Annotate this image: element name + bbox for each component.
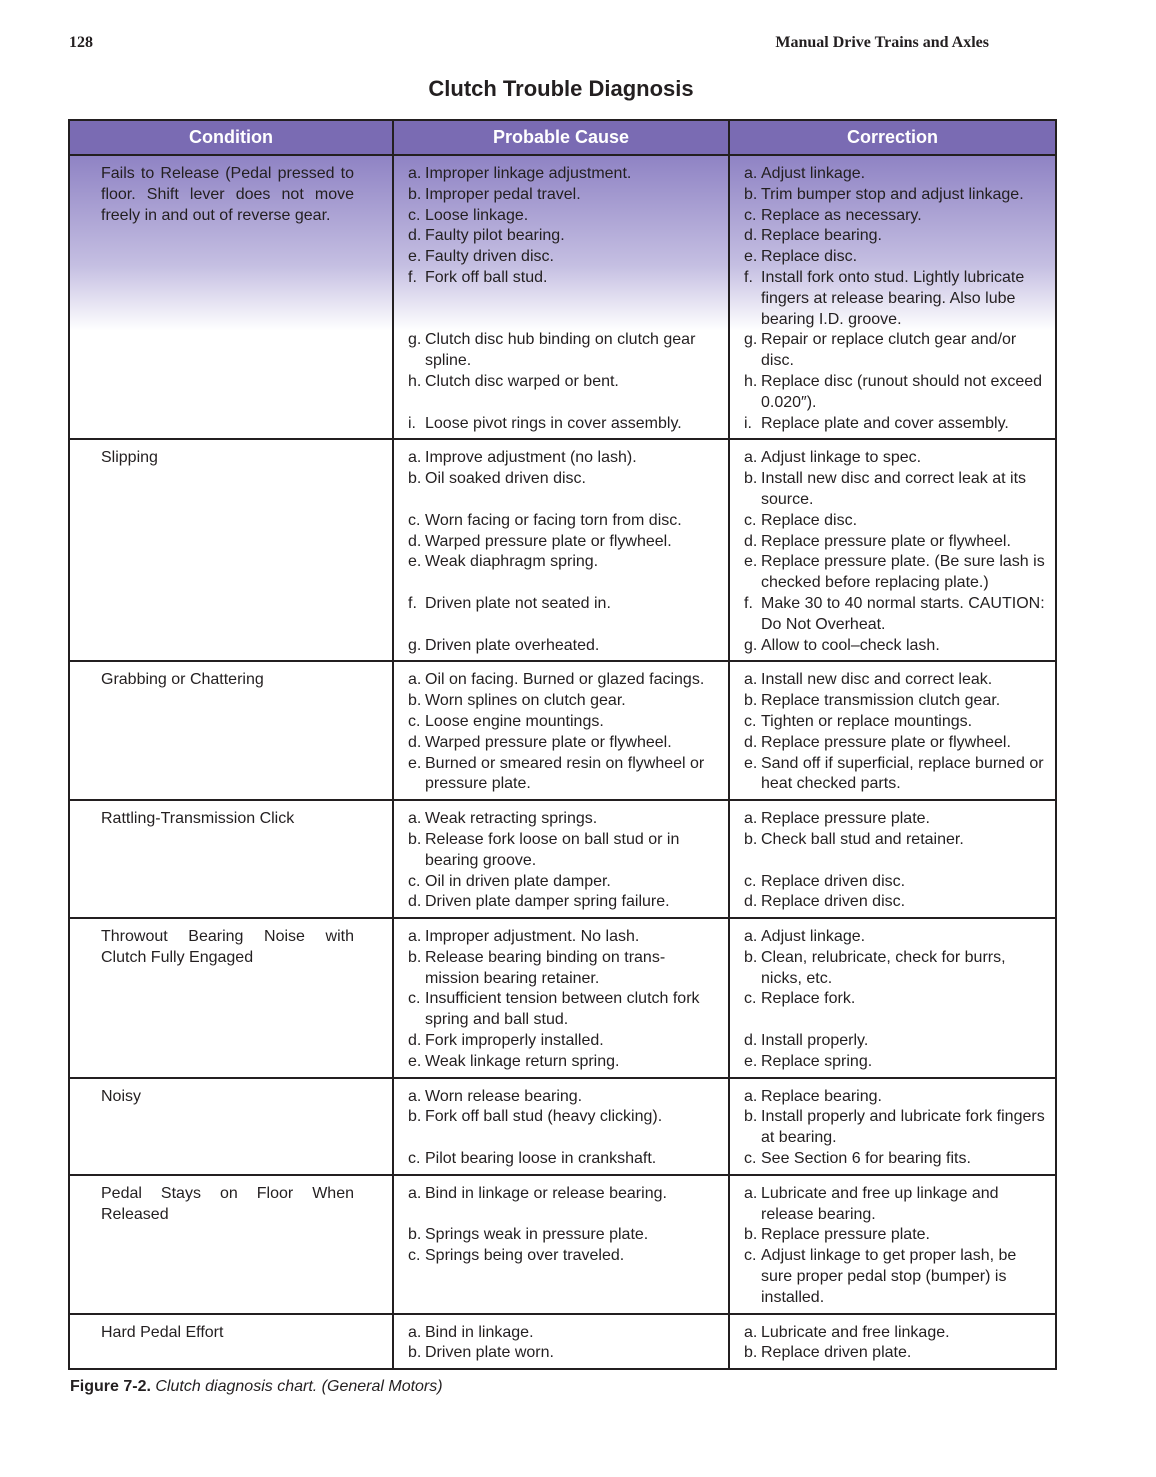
- correction-letter: f.: [744, 268, 753, 286]
- correction-letter: f.: [744, 594, 753, 612]
- cause-item: [408, 247, 720, 268]
- correction-cell: [729, 1175, 1056, 1314]
- correction-letter: a.: [744, 928, 758, 946]
- correction-letter: b.: [744, 470, 758, 488]
- cause-item: [408, 1087, 720, 1108]
- cause-letter: a.: [408, 810, 422, 828]
- correction-letter: d.: [744, 893, 758, 911]
- correction-text: Repair or replace clutch gear and/or disc.: [761, 331, 1017, 370]
- cause-item: [408, 469, 720, 490]
- cause-item: [408, 330, 720, 372]
- correction-list: [744, 809, 1047, 913]
- cause-letter: a.: [408, 1184, 422, 1202]
- correction-letter: a.: [744, 1184, 758, 1202]
- cause-text: Weak linkage return spring.: [425, 1052, 620, 1070]
- diagnosis-table: [68, 119, 1057, 1370]
- correction-list: [744, 448, 1047, 656]
- probable-cause-cell: [393, 1078, 729, 1175]
- cause-item: [408, 268, 720, 289]
- correction-item: [744, 164, 1047, 185]
- correction-item: [744, 594, 1047, 636]
- cause-item: [408, 1323, 720, 1344]
- correction-item: [744, 469, 1047, 511]
- correction-item: [744, 927, 1047, 948]
- correction-cell: [729, 1078, 1056, 1175]
- cause-text: Bind in linkage or release bearing.: [425, 1184, 667, 1202]
- cause-item: [408, 164, 720, 185]
- correction-item: [744, 226, 1047, 247]
- correction-text: Adjust linkage.: [761, 928, 866, 946]
- correction-cell: [729, 155, 1056, 439]
- cause-list: [408, 1323, 720, 1365]
- condition-cell: Throwout Bearing Noise with Clutch Fully Engaged: [69, 918, 393, 1078]
- correction-letter: c.: [744, 511, 757, 529]
- correction-text: Replace pressure plate.: [761, 1226, 930, 1244]
- cause-letter: c.: [408, 1247, 421, 1265]
- cause-item: [408, 1343, 720, 1364]
- cause-text: Clutch disc hub binding on clutch gear spline.: [425, 331, 696, 370]
- correction-item: [744, 1149, 1047, 1170]
- correction-item: [744, 206, 1047, 227]
- correction-text: See Section 6 for bearing fits.: [761, 1150, 971, 1168]
- cause-text: Fork improperly installed.: [425, 1032, 604, 1050]
- correction-text: Lubricate and free linkage.: [761, 1323, 950, 1341]
- correction-letter: b.: [744, 692, 758, 710]
- correction-item: [744, 247, 1047, 268]
- correction-letter: c.: [744, 990, 757, 1008]
- correction-item: [744, 948, 1047, 990]
- cause-item: [408, 989, 720, 1031]
- cause-item: [408, 206, 720, 227]
- figure-caption-text: Clutch diagnosis chart. (General Motors): [155, 1378, 443, 1395]
- cause-item: [408, 414, 720, 435]
- correction-letter: h.: [744, 372, 758, 390]
- cause-letter: b.: [408, 1226, 422, 1244]
- cause-item: [408, 185, 720, 206]
- correction-item: [744, 268, 1047, 330]
- table-row: [69, 918, 1056, 1078]
- correction-letter: a.: [744, 810, 758, 828]
- correction-letter: b.: [744, 1344, 758, 1362]
- correction-item: [744, 1184, 1047, 1226]
- cause-letter: h.: [408, 372, 422, 390]
- correction-letter: c.: [744, 1150, 757, 1168]
- cause-text: Clutch disc warped or bent.: [425, 372, 619, 390]
- page-number: 128: [69, 34, 93, 51]
- cause-text: Fork off ball stud.: [425, 268, 548, 286]
- cause-text: Faulty pilot bearing.: [425, 227, 565, 245]
- table-row: [69, 1175, 1056, 1314]
- cause-letter: e.: [408, 1052, 422, 1070]
- cause-item: [408, 927, 720, 948]
- cause-letter: f.: [408, 268, 417, 286]
- cause-letter: d.: [408, 532, 422, 550]
- table-row: [69, 661, 1056, 800]
- cause-item: [408, 754, 720, 796]
- correction-text: Adjust linkage to get proper lash, be sure proper pedal stop (bumper) is installed.: [761, 1247, 1017, 1306]
- cause-letter: f.: [408, 594, 417, 612]
- cause-list: [408, 1184, 720, 1267]
- correction-text: Tighten or replace mountings.: [761, 712, 973, 730]
- table-row: [69, 1078, 1056, 1175]
- table-row: [69, 800, 1056, 918]
- correction-list: [744, 927, 1047, 1073]
- correction-item: [744, 830, 1047, 851]
- chart-title: Clutch Trouble Diagnosis: [428, 76, 694, 101]
- correction-letter: c.: [744, 1247, 757, 1265]
- correction-cell: [729, 918, 1056, 1078]
- correction-text: Allow to cool–check lash.: [761, 636, 940, 654]
- cause-text: Driven plate worn.: [425, 1344, 554, 1362]
- probable-cause-cell: [393, 1314, 729, 1370]
- cause-text: Driven plate damper spring failure.: [425, 893, 670, 911]
- cause-letter: g.: [408, 331, 422, 349]
- table-row: [69, 1314, 1056, 1370]
- correction-text: Install new disc and correct leak.: [761, 671, 993, 689]
- cause-item: [408, 872, 720, 893]
- cause-letter: d.: [408, 1032, 422, 1050]
- cause-text: Oil soaked driven disc.: [425, 470, 586, 488]
- correction-text: Replace disc (runout should not exceed 0.020″).: [761, 372, 1043, 411]
- cause-letter: d.: [408, 227, 422, 245]
- correction-cell: [729, 661, 1056, 800]
- correction-text: Replace disc.: [761, 248, 858, 266]
- column-header-correction: Correction: [729, 120, 1056, 155]
- correction-text: Clean, relubricate, check for burrs, nicks, etc.: [761, 948, 1006, 987]
- cause-letter: i.: [408, 414, 416, 432]
- cause-item: [408, 830, 720, 872]
- correction-item: [744, 330, 1047, 372]
- probable-cause-cell: [393, 661, 729, 800]
- cause-letter: c.: [408, 206, 421, 224]
- probable-cause-cell: [393, 155, 729, 439]
- cause-item: [408, 532, 720, 553]
- cause-letter: c.: [408, 712, 421, 730]
- correction-text: Install properly.: [761, 1032, 869, 1050]
- correction-item: [744, 1343, 1047, 1364]
- correction-list: [744, 1087, 1047, 1170]
- correction-item: [744, 872, 1047, 893]
- correction-letter: b.: [744, 830, 758, 848]
- correction-letter: c.: [744, 872, 757, 890]
- correction-letter: d.: [744, 733, 758, 751]
- correction-letter: c.: [744, 206, 757, 224]
- correction-list: [744, 1184, 1047, 1309]
- cause-item: [408, 511, 720, 532]
- correction-item: [744, 448, 1047, 469]
- correction-text: Replace spring.: [761, 1052, 873, 1070]
- cause-text: Weak diaphragm spring.: [425, 553, 599, 571]
- cause-letter: c.: [408, 872, 421, 890]
- column-header-probable-cause: Probable Cause: [393, 120, 729, 155]
- correction-letter: e.: [744, 553, 758, 571]
- cause-item: [408, 1052, 720, 1073]
- correction-text: Replace driven disc.: [761, 893, 906, 911]
- column-header-condition: Condition: [69, 120, 393, 155]
- correction-list: [744, 1323, 1047, 1365]
- cause-text: Warped pressure plate or flywheel.: [425, 733, 672, 751]
- correction-item: [744, 733, 1047, 754]
- table-row: [69, 155, 1056, 439]
- correction-text: Trim bumper stop and adjust linkage.: [761, 185, 1024, 203]
- correction-item: [744, 1031, 1047, 1052]
- cause-text: Burned or smeared resin on flywheel or pressure plate.: [425, 754, 705, 793]
- correction-item: [744, 1246, 1047, 1308]
- cause-letter: a.: [408, 1087, 422, 1105]
- cause-text: Improve adjustment (no lash).: [425, 449, 637, 467]
- correction-text: Adjust linkage.: [761, 165, 866, 182]
- correction-cell: [729, 439, 1056, 661]
- cause-text: Springs weak in pressure plate.: [425, 1226, 649, 1244]
- cause-text: Weak retracting springs.: [425, 810, 598, 828]
- correction-item: [744, 670, 1047, 691]
- cause-letter: e.: [408, 754, 422, 772]
- cause-item: [408, 636, 720, 657]
- correction-text: Check ball stud and retainer.: [761, 830, 964, 848]
- cause-letter: e.: [408, 553, 422, 571]
- correction-item: [744, 511, 1047, 532]
- cause-letter: a.: [408, 928, 422, 946]
- cause-text: Insufficient tension between clutch fork spring and ball stud.: [425, 990, 700, 1029]
- cause-text: Oil on facing. Burned or glazed facings.: [425, 671, 705, 689]
- correction-text: Replace pressure plate or flywheel.: [761, 532, 1011, 550]
- cause-letter: d.: [408, 733, 422, 751]
- cause-item: [408, 448, 720, 469]
- cause-letter: g.: [408, 636, 422, 654]
- cause-text: Improper pedal travel.: [425, 185, 581, 203]
- probable-cause-cell: [393, 1175, 729, 1314]
- correction-letter: d.: [744, 227, 758, 245]
- correction-text: Install new disc and correct leak at its source.: [761, 470, 1027, 508]
- correction-list: [744, 670, 1047, 795]
- cause-text: Worn release bearing.: [425, 1087, 583, 1105]
- cause-item: [408, 1107, 720, 1128]
- correction-letter: a.: [744, 671, 758, 689]
- correction-item: [744, 636, 1047, 657]
- cause-letter: b.: [408, 692, 422, 710]
- correction-text: Replace bearing.: [761, 1087, 882, 1105]
- cause-text: Faulty driven disc.: [425, 248, 554, 266]
- correction-list: [744, 164, 1047, 434]
- cause-text: Loose pivot rings in cover assembly.: [425, 414, 682, 432]
- correction-letter: d.: [744, 532, 758, 550]
- correction-letter: g.: [744, 331, 758, 349]
- figure-caption: [70, 1378, 443, 1396]
- cause-letter: a.: [408, 1323, 422, 1341]
- table-body: [69, 155, 1056, 1369]
- cause-item: [408, 1149, 720, 1170]
- correction-letter: a.: [744, 165, 758, 182]
- correction-letter: c.: [744, 712, 757, 730]
- correction-text: Replace driven disc.: [761, 872, 906, 890]
- cause-list: [408, 927, 720, 1073]
- cause-letter: e.: [408, 248, 422, 266]
- cause-letter: c.: [408, 1150, 421, 1168]
- correction-item: [744, 1323, 1047, 1344]
- running-head: Manual Drive Trains and Axles: [775, 34, 989, 51]
- correction-letter: a.: [744, 1323, 758, 1341]
- correction-text: Replace as necessary.: [761, 206, 922, 224]
- correction-letter: b.: [744, 948, 758, 966]
- cause-text: Release bearing binding on trans- mission bearing retainer.: [425, 948, 666, 987]
- correction-item: [744, 532, 1047, 553]
- cause-item: [408, 1184, 720, 1205]
- condition-cell: Grabbing or Chattering: [69, 661, 393, 800]
- cause-item: [408, 733, 720, 754]
- correction-item: [744, 1052, 1047, 1073]
- correction-text: Replace disc.: [761, 511, 858, 529]
- condition-cell: Fails to Release (Pedal pressed to floor. Shift lever does not move freely in and out of reverse gear.: [69, 155, 393, 439]
- cause-text: Warped pressure plate or flywheel.: [425, 532, 672, 550]
- correction-letter: i.: [744, 414, 752, 432]
- correction-item: [744, 1087, 1047, 1108]
- cause-text: Oil in driven plate damper.: [425, 872, 611, 890]
- correction-item: [744, 892, 1047, 913]
- cause-text: Loose engine mountings.: [425, 712, 604, 730]
- cause-item: [408, 809, 720, 830]
- cause-text: Improper adjustment. No lash.: [425, 928, 640, 946]
- correction-text: Adjust linkage to spec.: [761, 449, 922, 467]
- cause-letter: b.: [408, 185, 422, 203]
- condition-cell: Hard Pedal Effort: [69, 1314, 393, 1370]
- cause-letter: c.: [408, 511, 421, 529]
- correction-item: [744, 1225, 1047, 1246]
- cause-list: [408, 1087, 720, 1170]
- probable-cause-cell: [393, 918, 729, 1078]
- cause-letter: b.: [408, 1344, 422, 1362]
- cause-text: Fork off ball stud (heavy clicking).: [425, 1108, 663, 1126]
- correction-text: Install properly and lubricate fork fingers at bearing.: [761, 1108, 1045, 1147]
- correction-text: Replace fork.: [761, 990, 856, 1008]
- condition-cell: Noisy: [69, 1078, 393, 1175]
- table-row: [69, 439, 1056, 661]
- cause-item: [408, 948, 720, 990]
- correction-item: [744, 414, 1047, 435]
- cause-item: [408, 892, 720, 913]
- correction-text: Lubricate and free up linkage and release bearing.: [761, 1184, 999, 1223]
- cause-text: Pilot bearing loose in crankshaft.: [425, 1150, 657, 1168]
- correction-cell: [729, 800, 1056, 918]
- correction-text: Install fork onto stud. Lightly lubricate fingers at release bearing. Also lube bearing I.D. groove.: [761, 268, 1025, 328]
- correction-item: [744, 1107, 1047, 1149]
- figure-label: Figure 7-2.: [70, 1378, 151, 1395]
- cause-text: Driven plate overheated.: [425, 636, 600, 654]
- correction-letter: e.: [744, 248, 758, 266]
- correction-item: [744, 754, 1047, 796]
- condition-cell: Slipping: [69, 439, 393, 661]
- correction-text: Replace transmission clutch gear.: [761, 692, 1001, 710]
- correction-item: [744, 712, 1047, 733]
- correction-item: [744, 989, 1047, 1010]
- cause-text: Driven plate not seated in.: [425, 594, 611, 612]
- correction-letter: e.: [744, 1052, 758, 1070]
- probable-cause-cell: [393, 439, 729, 661]
- correction-text: Replace driven plate.: [761, 1344, 912, 1362]
- cause-text: Springs being over traveled.: [425, 1247, 625, 1265]
- correction-letter: a.: [744, 449, 758, 467]
- cause-list: [408, 670, 720, 795]
- cause-letter: b.: [408, 1108, 422, 1126]
- cause-text: Bind in linkage.: [425, 1323, 534, 1341]
- probable-cause-cell: [393, 800, 729, 918]
- cause-letter: a.: [408, 671, 422, 689]
- correction-text: Replace bearing.: [761, 227, 882, 245]
- cause-item: [408, 372, 720, 393]
- cause-item: [408, 226, 720, 247]
- cause-item: [408, 1031, 720, 1052]
- cause-letter: a.: [408, 165, 422, 182]
- correction-letter: g.: [744, 636, 758, 654]
- correction-text: Sand off if superficial, replace burned or heat checked parts.: [761, 754, 1044, 793]
- cause-item: [408, 1246, 720, 1267]
- cause-text: Loose linkage.: [425, 206, 529, 224]
- cause-letter: b.: [408, 948, 422, 966]
- correction-letter: b.: [744, 1226, 758, 1244]
- cause-text: Worn splines on clutch gear.: [425, 692, 626, 710]
- cause-letter: c.: [408, 990, 421, 1008]
- cause-list: [408, 164, 720, 434]
- cause-letter: b.: [408, 470, 422, 488]
- correction-letter: e.: [744, 754, 758, 772]
- cause-letter: d.: [408, 893, 422, 911]
- correction-item: [744, 809, 1047, 830]
- header-row: [69, 120, 1056, 155]
- condition-cell: Pedal Stays on Floor When Released: [69, 1175, 393, 1314]
- correction-text: Make 30 to 40 normal starts. CAUTION: Do Not Overheat.: [761, 594, 1045, 633]
- cause-item: [408, 712, 720, 733]
- cause-item: [408, 594, 720, 615]
- correction-item: [744, 691, 1047, 712]
- cause-text: Release fork loose on ball stud or in bearing groove.: [425, 830, 680, 869]
- cause-letter: a.: [408, 449, 422, 467]
- correction-letter: a.: [744, 1087, 758, 1105]
- cause-item: [408, 552, 720, 573]
- cause-item: [408, 670, 720, 691]
- cause-text: Improper linkage adjustment.: [425, 165, 632, 182]
- correction-text: Replace pressure plate.: [761, 810, 930, 828]
- correction-item: [744, 185, 1047, 206]
- correction-letter: d.: [744, 1032, 758, 1050]
- cause-list: [408, 448, 720, 656]
- cause-letter: b.: [408, 830, 422, 848]
- condition-cell: Rattling-Transmission Click: [69, 800, 393, 918]
- correction-item: [744, 372, 1047, 414]
- cause-text: Worn facing or facing torn from disc.: [425, 511, 682, 529]
- cause-item: [408, 691, 720, 712]
- correction-text: Replace pressure plate. (Be sure lash is checked before replacing plate.): [761, 553, 1045, 592]
- cause-item: [408, 1225, 720, 1246]
- cause-list: [408, 809, 720, 913]
- correction-cell: [729, 1314, 1056, 1370]
- correction-text: Replace plate and cover assembly.: [761, 414, 1009, 432]
- correction-letter: b.: [744, 185, 758, 203]
- correction-item: [744, 552, 1047, 594]
- correction-text: Replace pressure plate or flywheel.: [761, 733, 1011, 751]
- correction-letter: b.: [744, 1108, 758, 1126]
